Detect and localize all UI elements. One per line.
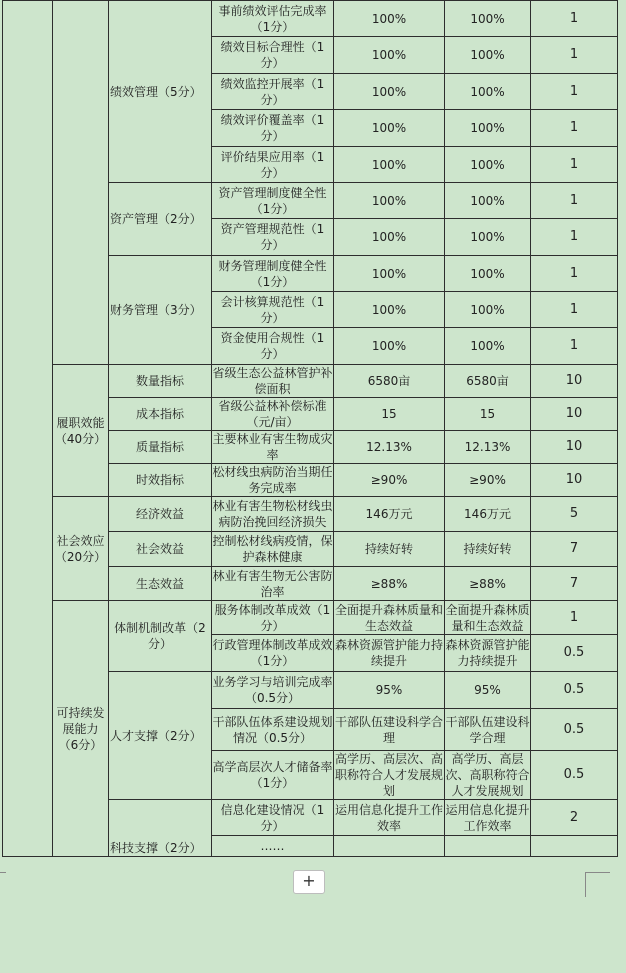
table-row — [3, 1, 618, 37]
cell-actual[interactable]: 100% — [445, 292, 531, 328]
cell-level2[interactable]: 可持续发展能力（6分） — [53, 601, 109, 857]
cell-indicator[interactable]: 控制松材线病疫情，保护森林健康 — [212, 532, 334, 567]
cell-score[interactable]: 0.5 — [531, 751, 618, 800]
cell-actual[interactable]: 100% — [445, 328, 531, 365]
cell-level3[interactable]: 生态效益 — [109, 567, 212, 601]
cell-actual[interactable]: 100% — [445, 183, 531, 219]
add-sheet-button[interactable]: + — [293, 870, 325, 894]
cell-target[interactable]: 森林资源管护能力持续提升 — [334, 635, 445, 672]
cell-actual[interactable]: 12.13% — [445, 431, 531, 464]
cell-target[interactable]: 100% — [334, 292, 445, 328]
cell-target[interactable]: 全面提升森林质量和生态效益 — [334, 602, 443, 633]
cell-target[interactable]: 100% — [334, 37, 445, 74]
cell-target[interactable]: 100% — [334, 256, 445, 292]
cell-actual[interactable]: 100% — [445, 256, 531, 292]
cell-actual[interactable]: 100% — [445, 1, 531, 37]
cell-actual[interactable]: 100% — [445, 147, 531, 183]
cell-level2[interactable]: 履职效能（40分） — [53, 365, 109, 497]
cell-score[interactable]: 1 — [531, 1, 618, 37]
cell-target[interactable]: 100% — [334, 110, 445, 147]
cell-actual[interactable]: ≥88% — [445, 567, 531, 601]
cell-target[interactable]: 15 — [334, 398, 445, 431]
cell-indicator[interactable]: 林业有害生物松材线虫病防治挽回经济损失 — [212, 497, 334, 532]
table-row — [3, 365, 618, 398]
cell-target[interactable]: 干部队伍建设科学合理 — [334, 709, 445, 751]
cell-score[interactable]: 10 — [531, 464, 618, 497]
table-row — [3, 601, 618, 635]
cell-actual[interactable]: 15 — [445, 398, 531, 431]
cell-indicator[interactable]: 财务管理制度健全性（1分） — [212, 256, 334, 292]
cell-target[interactable]: 100% — [334, 183, 445, 219]
cell-indicator[interactable]: 绩效监控开展率（1分） — [212, 74, 334, 110]
cell-indicator[interactable]: 绩效目标合理性（1分） — [212, 37, 334, 74]
cell-actual[interactable]: 146万元 — [445, 497, 531, 532]
cell-indicator[interactable]: 主要林业有害生物成灾率 — [212, 432, 333, 462]
cell-actual[interactable]: 全面提升森林质量和生态效益 — [445, 602, 530, 633]
cell-score[interactable]: 5 — [531, 497, 618, 532]
cell-target[interactable]: 100% — [334, 219, 445, 256]
cell-actual[interactable]: 100% — [445, 219, 531, 256]
cell-level3[interactable]: 资产管理（2分） — [109, 183, 212, 256]
cell-target[interactable]: 100% — [334, 328, 445, 365]
cell-indicator[interactable]: 会计核算规范性（1分） — [212, 292, 334, 328]
cell-level3[interactable]: 经济效益 — [109, 497, 212, 532]
cell-target[interactable]: 运用信息化提升工作效率 — [334, 800, 445, 836]
cell-indicator[interactable]: …… — [212, 836, 334, 857]
cell-target[interactable]: 100% — [334, 74, 445, 110]
cell-indicator[interactable]: 资金使用合规性（1分） — [212, 328, 334, 365]
cell-target[interactable]: 146万元 — [334, 497, 445, 532]
cell-score[interactable]: 1 — [531, 183, 618, 219]
cell-indicator[interactable]: 评价结果应用率（1分） — [212, 147, 334, 183]
cell-score[interactable]: 0.5 — [531, 709, 618, 751]
page-break-marker-left — [0, 872, 6, 895]
sheet-area — [2, 0, 617, 857]
cell-indicator[interactable]: 松材线虫病防治当期任务完成率 — [212, 465, 333, 495]
page-break-marker-right — [585, 872, 610, 897]
cell-indicator[interactable]: 信息化建设情况（1分） — [212, 800, 334, 836]
cell-score[interactable]: 10 — [531, 398, 618, 431]
cell-indicator[interactable]: 行政管理体制改革成效（1分） — [212, 635, 334, 672]
cell-score[interactable]: 10 — [531, 431, 618, 464]
cell-indicator[interactable]: 服务体制改革成效（1分） — [212, 601, 334, 635]
cell-score[interactable]: 1 — [531, 147, 618, 183]
cell-level3[interactable]: 质量指标 — [109, 431, 212, 464]
cell-score[interactable]: 10 — [531, 365, 618, 398]
cell-score[interactable]: 1 — [531, 74, 618, 110]
cell-level2[interactable] — [53, 1, 109, 365]
cell-actual[interactable]: 干部队伍建设科学合理 — [445, 709, 531, 751]
cell-actual[interactable]: ≥90% — [445, 464, 531, 497]
cell-indicator[interactable]: 资产管理规范性（1分） — [212, 219, 334, 256]
cell-actual[interactable]: 森林资源管护能力持续提升 — [445, 635, 531, 672]
cell-indicator[interactable]: 高学高层次人才储备率（1分） — [212, 751, 334, 800]
cell-score[interactable]: 0.5 — [531, 635, 618, 672]
cell-level3[interactable]: 体制机制改革（2分） — [109, 601, 212, 672]
cell-level3[interactable]: 科技支撑（2分） — [109, 800, 212, 857]
cell-level2[interactable]: 社会效应（20分） — [53, 497, 109, 601]
cell-score[interactable]: 1 — [531, 256, 618, 292]
cell-target[interactable]: 高学历、高层次、高职称符合人才发展规划 — [334, 752, 443, 798]
cell-actual[interactable]: 95% — [445, 672, 531, 709]
cell-target[interactable]: ≥88% — [334, 567, 445, 601]
cell-indicator[interactable]: 省级生态公益林管护补偿面积 — [212, 366, 333, 396]
cell-score[interactable]: 0.5 — [531, 672, 618, 709]
cell-score[interactable]: 2 — [531, 800, 618, 836]
cell-indicator[interactable]: 资产管理制度健全性（1分） — [212, 183, 334, 219]
cell-target[interactable]: 持续好转 — [334, 532, 445, 567]
cell-indicator[interactable]: 业务学习与培训完成率（0.5分） — [212, 672, 334, 709]
cell-target[interactable]: 100% — [334, 147, 445, 183]
cell-target[interactable]: 95% — [334, 672, 445, 709]
cell-level3[interactable]: 数量指标 — [109, 365, 212, 398]
cell-actual[interactable]: 100% — [445, 74, 531, 110]
cell-score[interactable]: 7 — [531, 567, 618, 601]
cell-score[interactable]: 1 — [531, 110, 618, 147]
cell-target[interactable]: ≥90% — [334, 464, 445, 497]
cell-score[interactable] — [531, 836, 618, 857]
cell-actual[interactable]: 高学历、高层次、高职称符合人才发展规划 — [445, 752, 530, 798]
cell-indicator[interactable]: 事前绩效评估完成率（1分） — [212, 1, 334, 37]
cell-level3[interactable]: 社会效益 — [109, 532, 212, 567]
cell-level3[interactable]: 时效指标 — [109, 464, 212, 497]
cell-level3[interactable]: 绩效管理（5分） — [109, 1, 212, 183]
cell-indicator[interactable]: 林业有害生物无公害防治率 — [212, 568, 333, 599]
cell-indicator[interactable]: 干部队伍体系建设规划情况（0.5分） — [212, 709, 334, 751]
cell-actual[interactable]: 6580亩 — [445, 365, 531, 398]
cell-score[interactable]: 7 — [531, 532, 618, 567]
cell-target[interactable] — [334, 836, 445, 857]
cell-actual[interactable]: 100% — [445, 110, 531, 147]
cell-actual[interactable]: 100% — [445, 37, 531, 74]
cell-actual[interactable]: 运用信息化提升工作效率 — [445, 800, 531, 836]
cell-target[interactable]: 6580亩 — [334, 365, 445, 398]
cell-target[interactable]: 100% — [334, 1, 445, 37]
cell-score[interactable]: 1 — [531, 219, 618, 256]
cell-indicator[interactable]: 省级公益林补偿标准（元/亩） — [212, 398, 334, 431]
cell-score[interactable]: 1 — [531, 292, 618, 328]
cell-level3[interactable]: 人才支撑（2分） — [109, 672, 212, 800]
cell-level1[interactable] — [3, 1, 53, 857]
cell-actual[interactable]: 持续好转 — [445, 532, 531, 567]
table-row — [3, 497, 618, 532]
cell-indicator[interactable]: 绩效评价覆盖率（1分） — [212, 110, 334, 147]
cell-actual[interactable] — [445, 836, 531, 857]
cell-level3[interactable]: 成本指标 — [109, 398, 212, 431]
performance-table — [2, 0, 618, 857]
cell-score[interactable]: 1 — [531, 328, 618, 365]
cell-score[interactable]: 1 — [531, 601, 618, 635]
cell-level3[interactable]: 财务管理（3分） — [109, 256, 212, 365]
cell-target[interactable]: 12.13% — [334, 431, 445, 464]
cell-score[interactable]: 1 — [531, 37, 618, 74]
